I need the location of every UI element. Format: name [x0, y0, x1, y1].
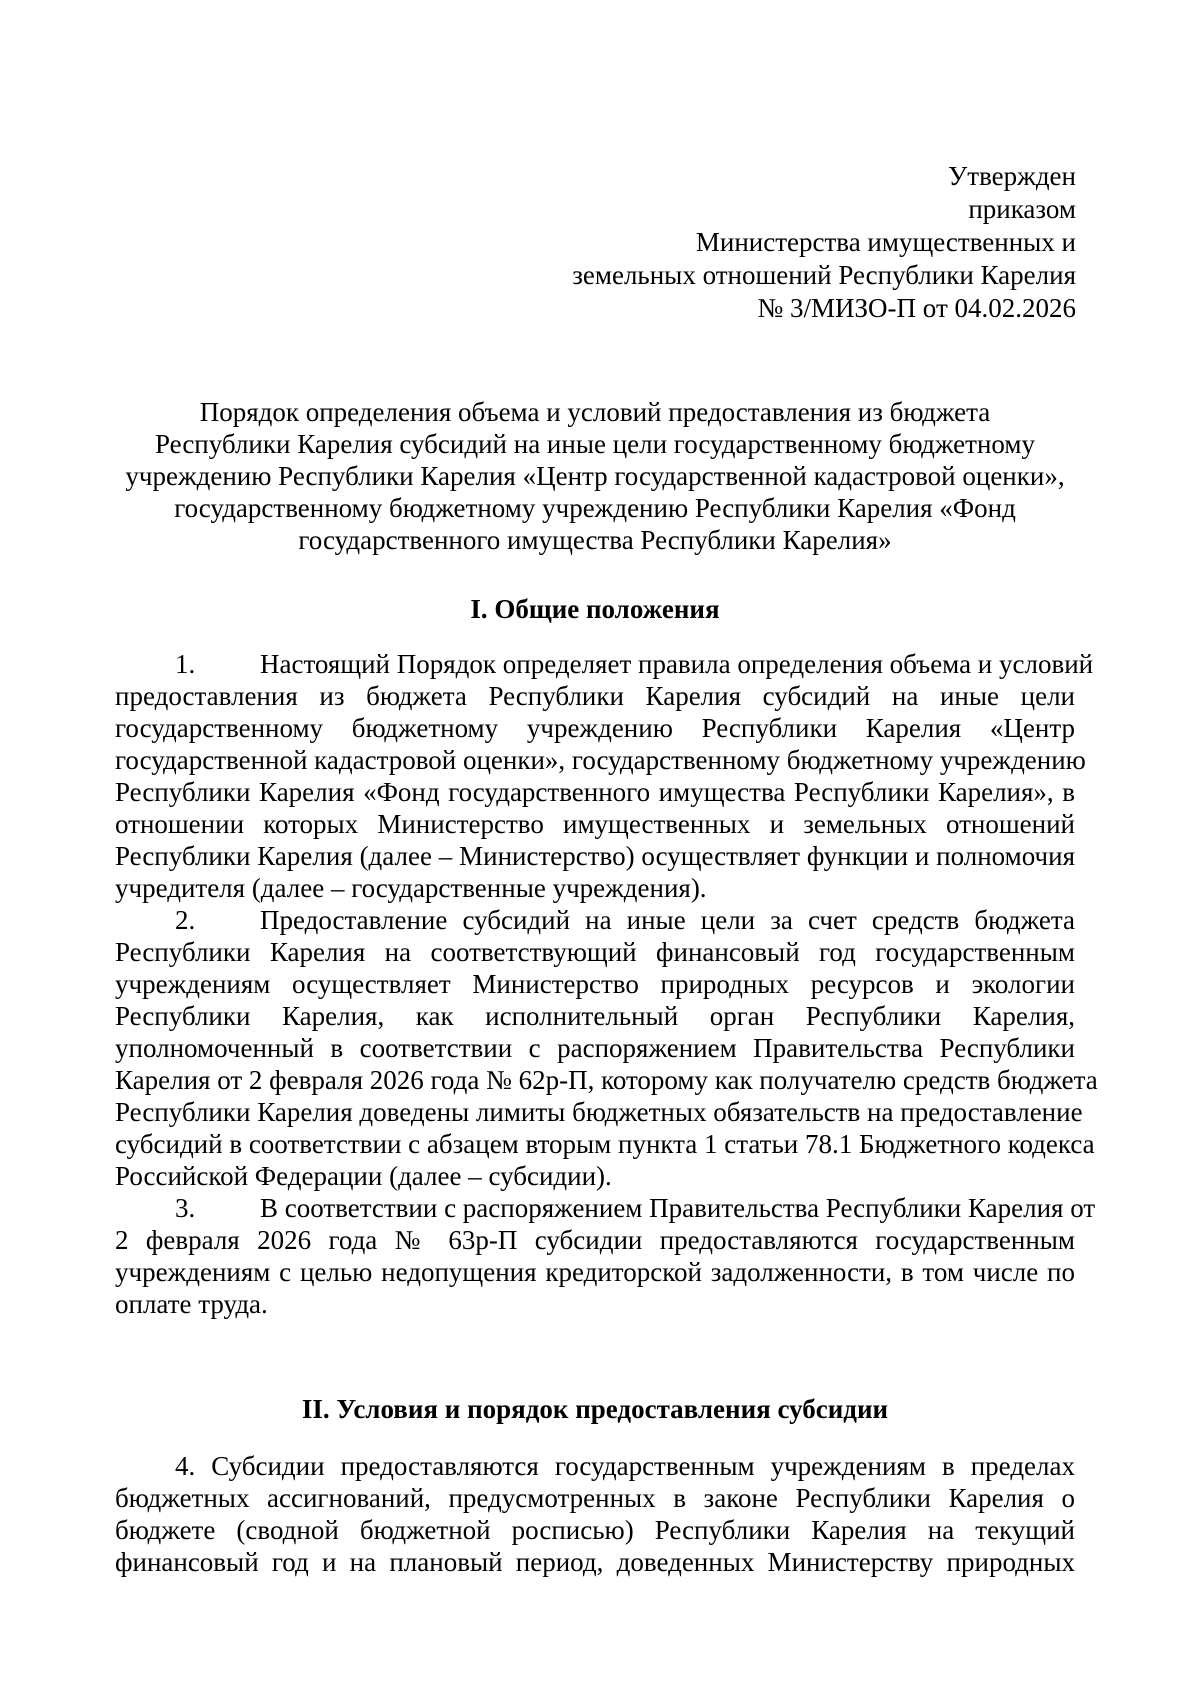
- paragraph-text: В соответствии с распоряжением Правительства Республики Карелия от: [260, 1193, 1096, 1223]
- approval-line: приказом: [968, 194, 1076, 224]
- section-1-heading: I. Общие положения: [470, 594, 720, 624]
- paragraph-2-line-first: [115, 904, 1075, 936]
- section-2-body: [115, 1450, 1075, 1578]
- paragraph-line: предоставления из бюджета Республики Карелия субсидий на иные цели: [115, 681, 1075, 711]
- approval-stamp: [572, 160, 1076, 325]
- paragraph-number: 3.: [175, 1193, 196, 1223]
- paragraph-line: бюджете (сводной бюджетной росписью) Республики Карелия на текущий: [115, 1515, 1075, 1545]
- paragraph-text: Предоставление субсидий на иные цели за счет средств бюджета: [260, 905, 1075, 935]
- paragraph-line: отношении которых Министерство имущественных и земельных отношений: [115, 809, 1075, 839]
- approval-line: № 3/МИЗО-П от 04.02.2026: [757, 293, 1076, 323]
- title-line: учреждению Республики Карелия «Центр государственной кадастровой оценки»,: [125, 461, 1065, 491]
- paragraph-1-line-first: [115, 648, 1094, 680]
- paragraph-line: Республики Карелия (далее – Министерство) осуществляет функции и полномочия: [115, 841, 1075, 871]
- paragraph-line: 4. Субсидии предоставляются государственным учреждениям в пределах: [175, 1451, 1075, 1481]
- paragraph-line: учреждениям осуществляет Министерство природных ресурсов и экологии: [115, 969, 1075, 999]
- paragraph-text: Настоящий Порядок определяет правила определения объема и условий: [260, 649, 1094, 679]
- paragraph-3-line-first: [115, 1192, 1096, 1224]
- paragraph-number: 2.: [175, 905, 196, 935]
- paragraph-line: Карелия от 2 февраля 2026 года № 62р-П, которому как получателю средств бюджета: [115, 1065, 1098, 1095]
- paragraph-line: уполномоченный в соответствии с распоряжением Правительства Республики: [115, 1033, 1075, 1063]
- paragraph-line: финансовый год и на плановый период, доведенных Министерству природных: [115, 1547, 1075, 1577]
- paragraph-line: государственному бюджетному учреждению Республики Карелия «Центр: [115, 713, 1075, 743]
- paragraph-line: Республики Карелия «Фонд государственного имущества Республики Карелия», в: [115, 777, 1075, 807]
- approval-line: земельных отношений Республики Карелия: [572, 260, 1076, 290]
- paragraph-line: бюджетных ассигнований, предусмотренных в законе Республики Карелия о: [115, 1483, 1075, 1513]
- paragraph-line: Республики Карелия на соответствующий финансовый год государственным: [115, 937, 1075, 967]
- paragraph-line: учредителя (далее – государственные учреждения).: [115, 873, 707, 903]
- paragraph-line: учреждениям с целью недопущения кредиторской задолженности, в том числе по: [115, 1257, 1075, 1287]
- approval-line: Министерства имущественных и: [695, 227, 1076, 257]
- paragraph-line: 2 февраля 2026 года № 63р-П субсидии предоставляются государственным: [115, 1225, 1075, 1255]
- paragraph-number: 1.: [175, 649, 196, 679]
- approval-line: Утвержден: [948, 161, 1076, 191]
- paragraph-line: Российской Федерации (далее – субсидии).: [115, 1161, 612, 1191]
- paragraph-line: субсидий в соответствии с абзацем вторым пункта 1 статьи 78.1 Бюджетного кодекса: [115, 1129, 1095, 1159]
- title-line: государственному бюджетному учреждению Республики Карелия «Фонд: [174, 493, 1016, 523]
- document-title: [115, 396, 1075, 556]
- paragraph-line: оплате труда.: [115, 1289, 268, 1319]
- section-2-heading: II. Условия и порядок предоставления субсидии: [301, 1394, 889, 1424]
- section-1-body: [115, 648, 1098, 1320]
- title-line: Порядок определения объема и условий предоставления из бюджета: [199, 397, 991, 427]
- paragraph-line: государственной кадастровой оценки», государственному бюджетному учреждению: [115, 745, 1086, 775]
- title-line: Республики Карелия субсидий на иные цели государственному бюджетному: [155, 429, 1035, 459]
- title-line: государственного имущества Республики Карелия»: [298, 525, 892, 555]
- paragraph-line: Республики Карелия, как исполнительный орган Республики Карелия,: [115, 1001, 1075, 1031]
- paragraph-line: Республики Карелия доведены лимиты бюджетных обязательств на предоставление: [115, 1097, 1083, 1127]
